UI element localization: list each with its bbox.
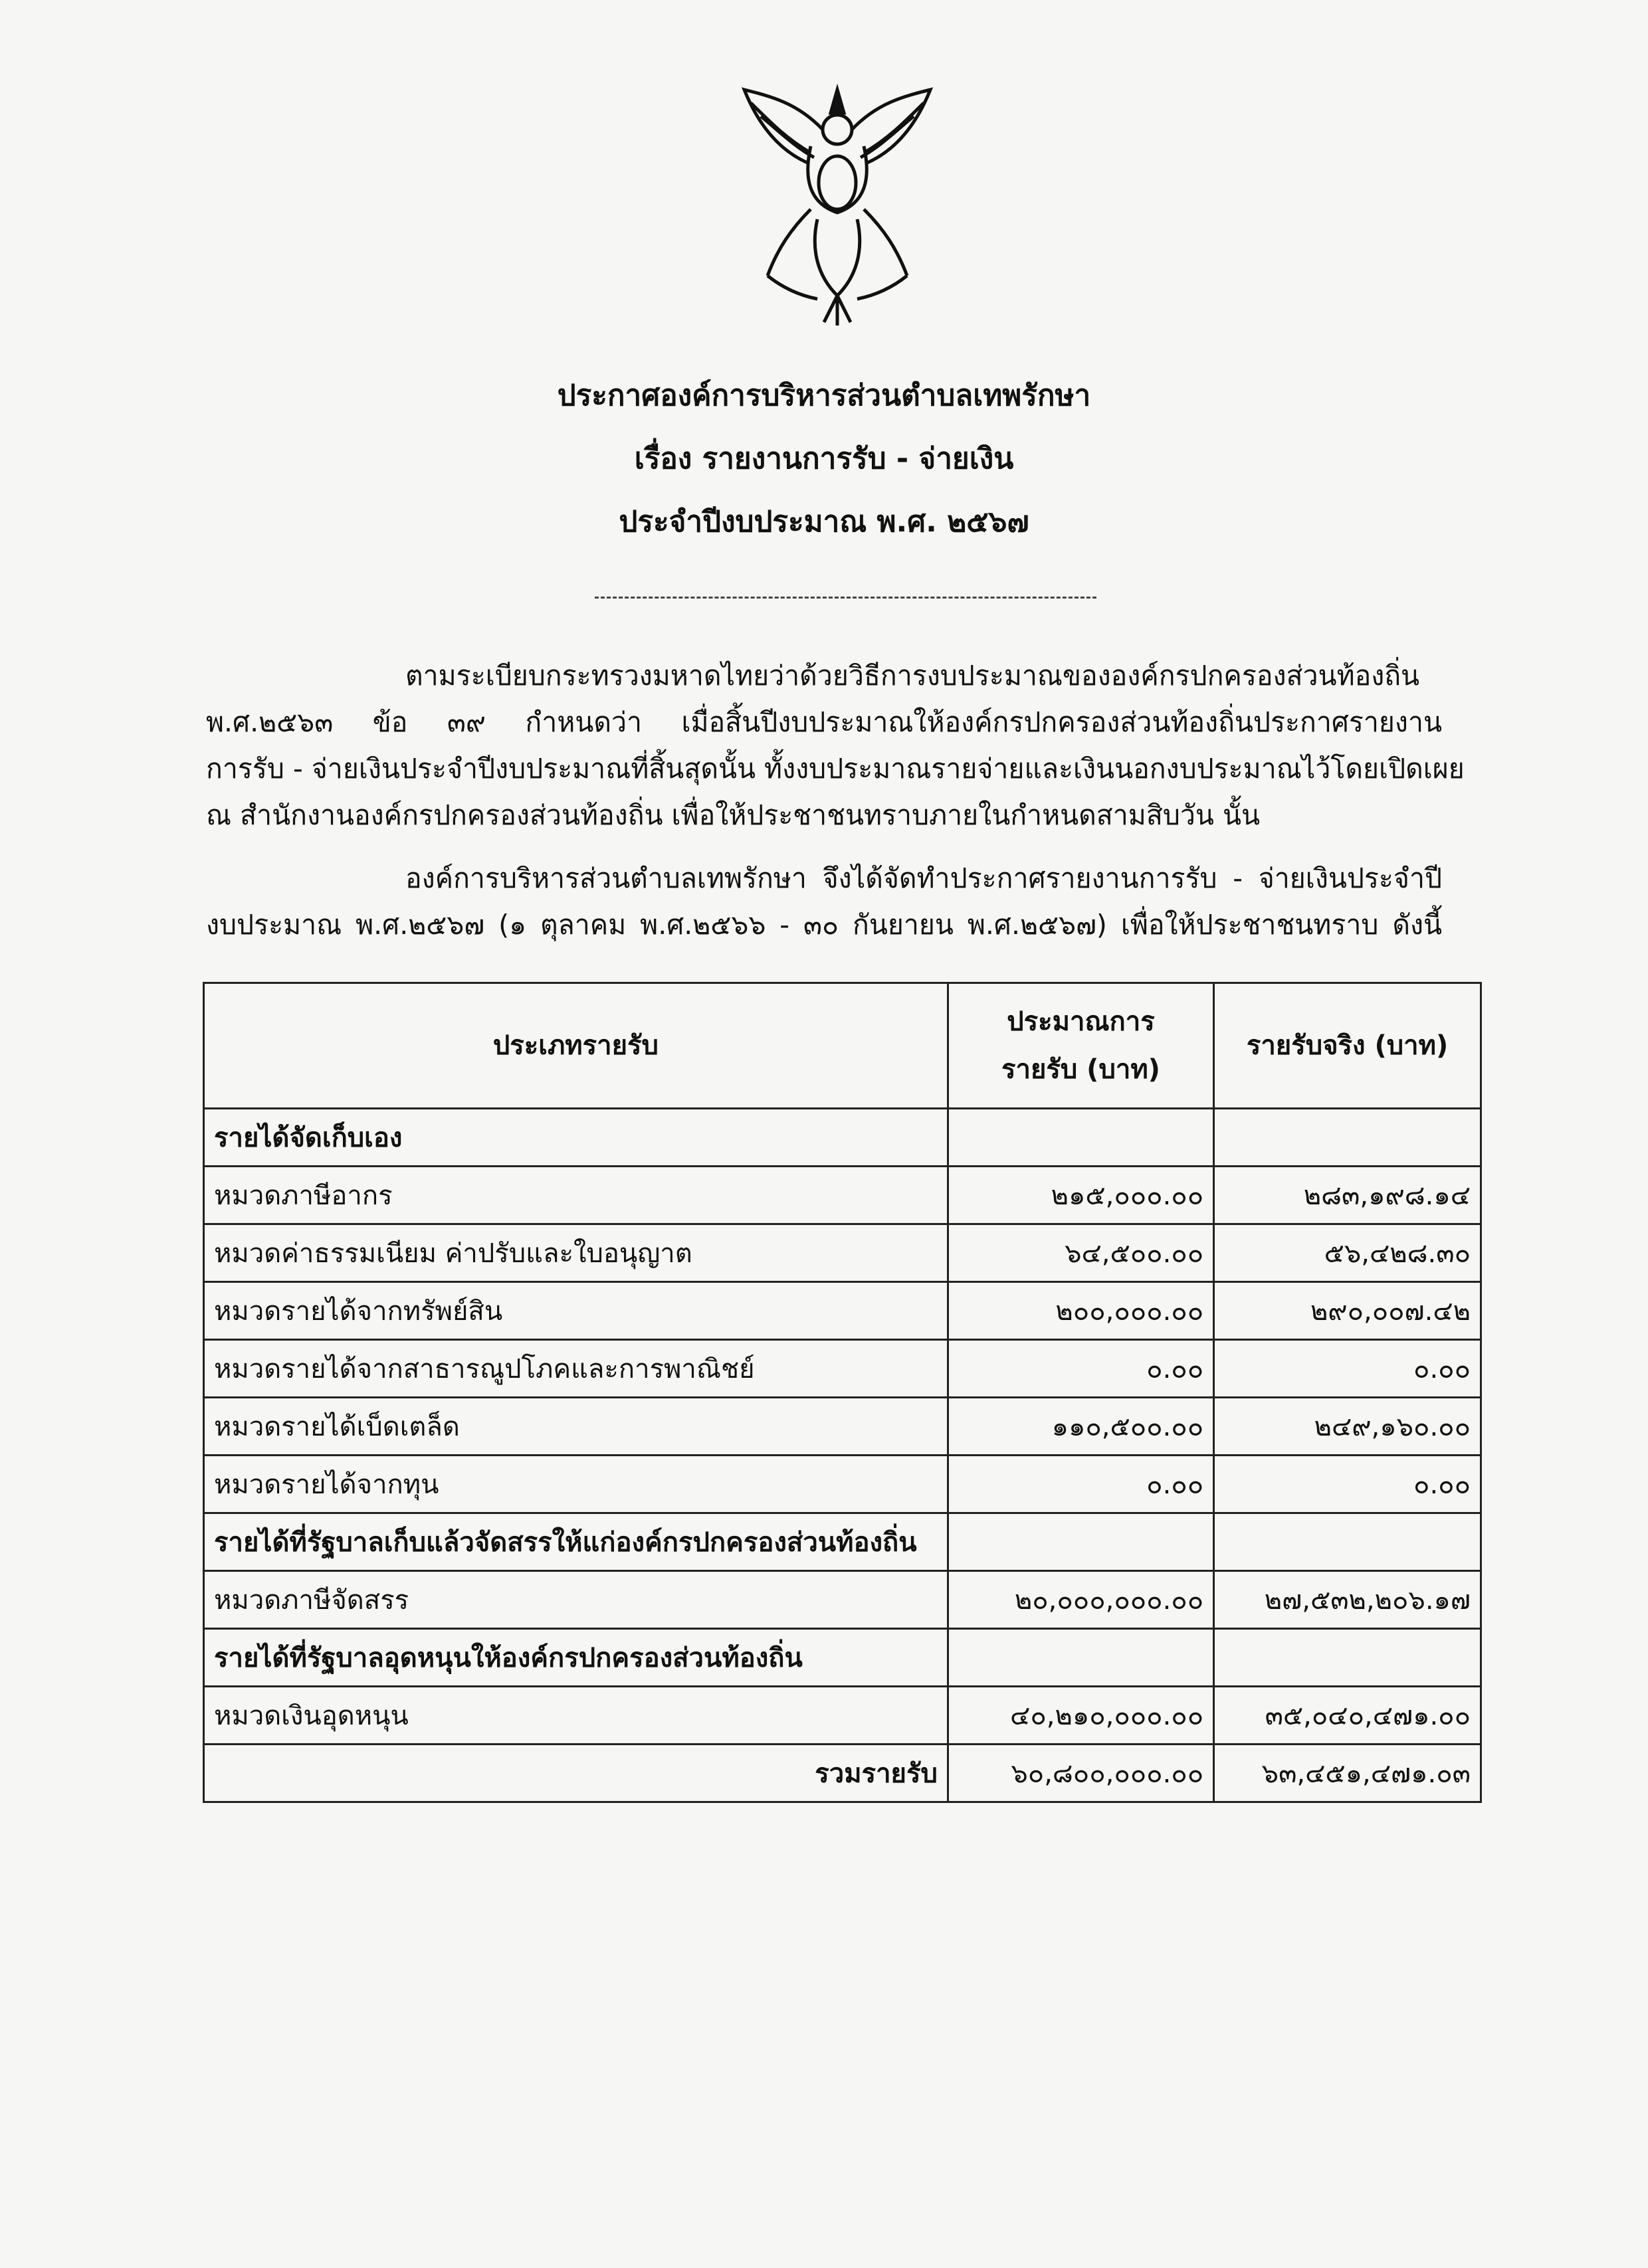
- category-label: รายได้ที่รัฐบาลอุดหนุนให้องค์กรปกครองส่วนท้องถิ่น: [204, 1629, 948, 1687]
- header-estimate: [948, 983, 1213, 1109]
- estimate-cell: ๐.๐๐: [948, 1340, 1213, 1398]
- table-row: [204, 1167, 1481, 1224]
- actual-cell: [1214, 1629, 1481, 1687]
- divider: [595, 597, 1096, 599]
- actual-cell: [1214, 1109, 1481, 1167]
- estimate-cell: ๒๐,๐๐๐,๐๐๐.๐๐: [948, 1571, 1213, 1629]
- table-header-row: [204, 983, 1481, 1109]
- revenue-item-label: หมวดค่าธรรมเนียม ค่าปรับและใบอนุญาต: [204, 1224, 948, 1282]
- estimate-cell: [948, 1629, 1213, 1687]
- actual-cell: ๒๗,๕๓๒,๒๐๖.๑๗: [1214, 1571, 1481, 1629]
- actual-cell: [1214, 1513, 1481, 1571]
- table-row: [204, 1398, 1481, 1456]
- paragraph-line: พ.ศ.๒๕๖๓ ข้อ ๓๙ กำหนดว่า เมื่อสิ้นปีงบประมาณให้องค์กรปกครองส่วนท้องถิ่นประกาศรายงาน: [206, 706, 1442, 738]
- estimate-cell: [948, 1109, 1213, 1167]
- header-revenue-type: ประเภทรายรับ: [204, 983, 948, 1109]
- header-estimate-line1: ประมาณการ: [1007, 1006, 1155, 1037]
- revenue-item-label: หมวดภาษีอากร: [204, 1167, 948, 1224]
- actual-cell: ๐.๐๐: [1214, 1456, 1481, 1513]
- announcement-title: ประกาศองค์การบริหารส่วนตำบลเทพรักษา: [557, 379, 1091, 413]
- total-estimate: ๖๐,๘๐๐,๐๐๐.๐๐: [948, 1745, 1213, 1802]
- category-label: รายได้ที่รัฐบาลเก็บแล้วจัดสรรให้แก่องค์กรปกครองส่วนท้องถิ่น: [204, 1513, 948, 1571]
- estimate-cell: ๔๐,๒๑๐,๐๐๐.๐๐: [948, 1687, 1213, 1745]
- revenue-item-label: หมวดรายได้จากทุน: [204, 1456, 948, 1513]
- table-row: [204, 1456, 1481, 1513]
- table-row: [204, 1224, 1481, 1282]
- header-actual: รายรับจริง (บาท): [1214, 983, 1481, 1109]
- total-label: รวมรายรับ: [204, 1745, 948, 1802]
- actual-cell: ๕๖,๔๒๘.๓๐: [1214, 1224, 1481, 1282]
- announcement-fiscal-year: ประจำปีงบประมาณ พ.ศ. ๒๕๖๗: [619, 505, 1029, 539]
- table-row: [204, 1340, 1481, 1398]
- table-row: [204, 1687, 1481, 1745]
- actual-cell: ๒๔๙,๑๖๐.๐๐: [1214, 1398, 1481, 1456]
- category-row: [204, 1109, 1481, 1167]
- announcement-subject: เรื่อง รายงานการรับ - จ่ายเงิน: [634, 442, 1014, 476]
- table-row: [204, 1282, 1481, 1340]
- paragraph-line: องค์การบริหารส่วนตำบลเทพรักษา จึงได้จัดทำประกาศรายงานการรับ - จ่ายเงินประจำปี: [405, 862, 1442, 894]
- category-label: รายได้จัดเก็บเอง: [204, 1109, 948, 1167]
- estimate-cell: [948, 1513, 1213, 1571]
- total-row: [204, 1745, 1481, 1802]
- paragraph-line: ณ สำนักงานองค์กรปกครองส่วนท้องถิ่น เพื่อให้ประชาชนทราบภายในกำหนดสามสิบวัน นั้น: [206, 799, 1261, 831]
- revenue-item-label: หมวดรายได้เบ็ดเตล็ด: [204, 1398, 948, 1456]
- category-row: [204, 1629, 1481, 1687]
- estimate-cell: ๑๑๐,๕๐๐.๐๐: [948, 1398, 1213, 1456]
- estimate-cell: ๒๐๐,๐๐๐.๐๐: [948, 1282, 1213, 1340]
- revenue-item-label: หมวดรายได้จากทรัพย์สิน: [204, 1282, 948, 1340]
- revenue-item-label: หมวดภาษีจัดสรร: [204, 1571, 948, 1629]
- estimate-cell: ๐.๐๐: [948, 1456, 1213, 1513]
- garuda-emblem-icon: [731, 76, 944, 329]
- paragraph-line: งบประมาณ พ.ศ.๒๕๖๗ (๑ ตุลาคม พ.ศ.๒๕๖๖ - ๓๐ กันยายน พ.ศ.๒๕๖๗) เพื่อให้ประชาชนทราบ ดังนี้: [206, 909, 1442, 941]
- actual-cell: ๓๕,๐๔๐,๔๗๑.๐๐: [1214, 1687, 1481, 1745]
- paragraph-line: การรับ - จ่ายเงินประจำปีงบประมาณที่สิ้นสุดนั้น ทั้งงบประมาณรายจ่ายและเงินนอกงบประมาณไว้โดยเปิดเผย: [206, 753, 1465, 785]
- estimate-cell: ๒๑๕,๐๐๐.๐๐: [948, 1167, 1213, 1224]
- category-row: [204, 1513, 1481, 1571]
- estimate-cell: ๖๔,๕๐๐.๐๐: [948, 1224, 1213, 1282]
- actual-cell: ๐.๐๐: [1214, 1340, 1481, 1398]
- table-row: [204, 1571, 1481, 1629]
- actual-cell: ๒๙๐,๐๐๗.๔๒: [1214, 1282, 1481, 1340]
- revenue-table: [203, 982, 1482, 1803]
- revenue-item-label: หมวดรายได้จากสาธารณูปโภคและการพาณิชย์: [204, 1340, 948, 1398]
- total-actual: ๖๓,๔๕๑,๔๗๑.๐๓: [1214, 1745, 1481, 1802]
- revenue-item-label: หมวดเงินอุดหนุน: [204, 1687, 948, 1745]
- header-estimate-line2: รายรับ (บาท): [1001, 1054, 1160, 1085]
- actual-cell: ๒๘๓,๑๙๘.๑๔: [1214, 1167, 1481, 1224]
- paragraph-line: ตามระเบียบกระทรวงมหาดไทยว่าด้วยวิธีการงบประมาณขององค์กรปกครองส่วนท้องถิ่น: [405, 660, 1420, 692]
